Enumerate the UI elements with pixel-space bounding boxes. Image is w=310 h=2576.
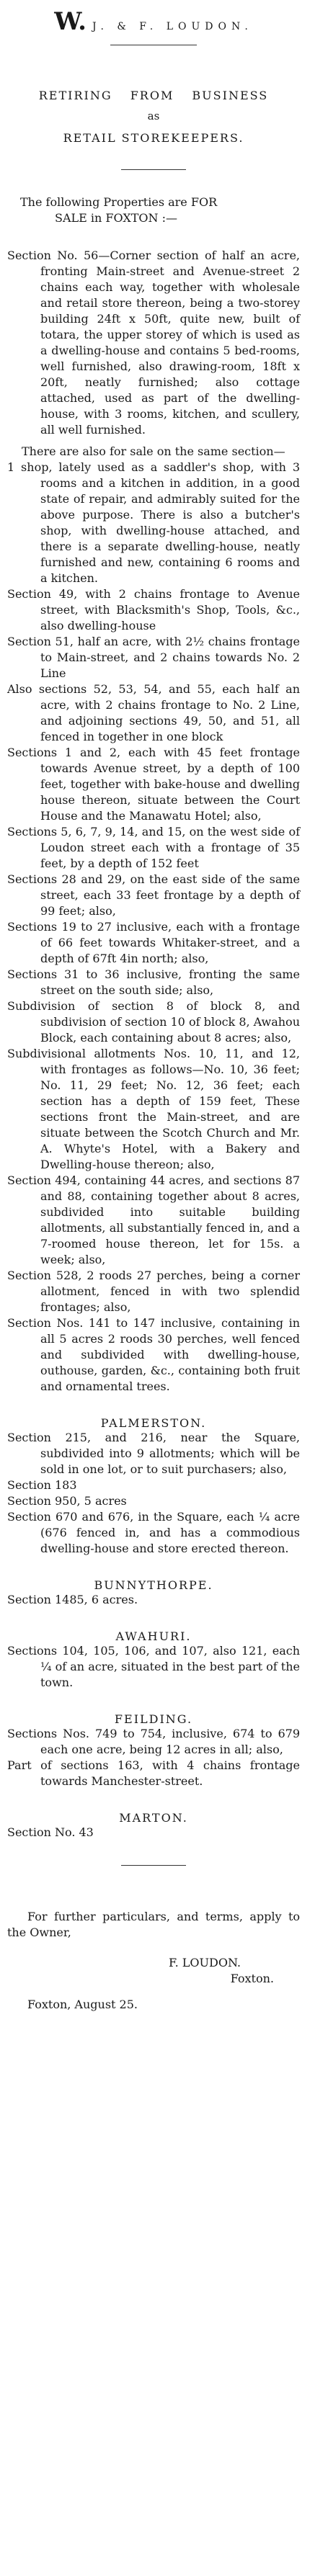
listing-entry: Section 215, and 216, near the Square, subdivided into 9 allotments; which will be sold in one lot, or to suit purchasers; also, (7, 1431, 300, 1476)
dateline: Foxton, August 25. (27, 1998, 138, 2011)
listing-entry: Also sections 52, 53, 54, and 55, each half an acre, with 2 chains frontage to No. 2 Line, and adjoining sections 49, 50, and 51, all fenced in together in one block (7, 682, 300, 743)
listing-entry: Section 49, with 2 chains frontage to Avenue street, with Blacksmith's Shop, Tools, &c., also dwelling-house (7, 587, 300, 632)
palmerston-list (7, 1430, 300, 1557)
feilding-list (7, 1726, 300, 1789)
listing-entry: Sections 5, 6, 7, 9, 14, and 15, on the west side of Loudon street each with a frontage of 35 feet, by a depth of 152 feet (7, 825, 300, 870)
signature-place: Foxton. (230, 1972, 274, 1985)
bunnythorpe-list (7, 1592, 300, 1608)
intro-text (7, 194, 300, 226)
palmerston-heading: PALMERSTON. (100, 1416, 207, 1430)
listing-entry: Section 51, half an acre, with 2½ chains frontage to Main-street, and 2 chains towards No. 2 Line (7, 635, 300, 680)
listing-entry: Section 670 and 676, in the Square, each ¼ acre (676 fenced in, and has a commodious dwelling-house and store erected thereon. (7, 1510, 300, 1555)
marton-heading: MARTON. (119, 1811, 188, 1825)
listing-entry: Section No. 43 (7, 1825, 94, 1839)
listing-entry: Part of sections 163, with 4 chains frontage towards Manchester-street. (7, 1758, 300, 1788)
foxton-more-list (7, 460, 300, 1395)
signature: F. LOUDON. (168, 1956, 241, 1969)
listing-entry: Sections 19 to 27 inclusive, each with a frontage of 66 feet towards Whitaker-street, and a depth of 67ft 4in north; also, (7, 920, 300, 965)
listing-entry: Subdivisional allotments Nos. 10, 11, and 12, with frontages as follows—No. 10, 36 feet; No. 11, 29 feet; No. 12, 36 feet; each section has a depth of 159 feet, These sections front the Main-street, and are situate between the Scotch Church and Mr. A. Whyte's Hotel, with a Bakery and Dwelling-house thereon; also, (7, 1047, 300, 1171)
retiring-headline: RETIRING FROM BUSINESS (38, 89, 269, 102)
as-text: as (147, 109, 160, 122)
listing-entry: Sections 31 to 36 inclusive, fronting the same street on the south side; also, (7, 967, 300, 997)
intro-line-2: SALE in FOXTON :— (55, 211, 178, 225)
header-name: J. & F. LOUDON. (92, 21, 253, 32)
retail-headline: RETAIL STOREKEEPERS. (63, 131, 244, 145)
listing-entry: Sections Nos. 749 to 754, inclusive, 674 to 679 each one acre, being 12 acres in all; also, (7, 1727, 300, 1756)
awahuri-heading: AWAHURI. (115, 1629, 192, 1643)
listing-entry: Section No. 56—Corner section of half an acre, fronting Main-street and Avenue-street 2 chains each way, together with wholesale and retail store thereon, being a two-storey building 24ft x 50ft, quite new, built of totara, the upper storey of which is used as a dwelling-house and contains 5 bed-rooms, well furnished, also drawing-room, 18ft x 20ft, neatly furnished; also cottage attached, used as part of the dwelling-house, with 3 rooms, kitchen, and scullery, all well furnished. (7, 249, 300, 437)
listing-entry: 1 shop, lately used as a saddler's shop, with 3 rooms and a kitchen in addition, in a good state of repair, and admirably suited for the above purpose. There is also a butcher's shop, with dwelling-house attached, and there is a separate dwelling-house, neatly furnished and new, containing 6 rooms and a kitchen. (7, 460, 300, 585)
listing-entry: Section 528, 2 roods 27 perches, being a corner allotment, fenced in with two splendid frontages; also, (7, 1269, 300, 1314)
listing-entry: Section Nos. 141 to 147 inclusive, containing in all 5 acres 2 roods 30 perches, well fenced and subdivided with dwelling-house, outhouse, garden, &c., containing both fruit and ornamental trees. (7, 1316, 300, 1393)
listing-entry: Section 1485, 6 acres. (7, 1593, 138, 1606)
listing-entry: Section 950, 5 acres (7, 1494, 127, 1508)
header-initial: W. (54, 7, 87, 36)
listing-entry: Subdivision of section 8 of block 8, and subdivision of section 10 of block 8, Awahou Block, each containing about 8 acres; also, (7, 999, 300, 1045)
listing-entry: Section 494, containing 44 acres, and sections 87 and 88, containing together about 8 acres, subdivided into suitable building allotments, all substantially fenced in, and a 7-roomed house thereon, let for 15s. a week; also, (7, 1173, 300, 1266)
listing-entry: Sections 1 and 2, each with 45 feet frontage towards Avenue street, by a depth of 100 feet, together with bake-house and dwelling house thereon, situate between the Court House and the Manawatu Hotel; also, (7, 746, 300, 823)
bunnythorpe-heading: BUNNYTHORPE. (94, 1578, 213, 1592)
closing-text: For further particulars, and terms, apply to the Owner, (7, 1910, 300, 1939)
also-for-sale-text: There are also for sale on the same section— (22, 444, 285, 458)
listing-entry: Sections 28 and 29, on the east side of the same street, each 33 feet frontage by a depth of 99 feet; also, (7, 872, 300, 918)
listing-entry: Sections 104, 105, 106, and 107, also 121, each ¼ of an acre, situated in the best part of the town. (7, 1644, 300, 1689)
intro-line-1: The following Properties are FOR (20, 195, 218, 209)
advertiser-header (7, 7, 300, 40)
foxton-section-list (7, 248, 300, 438)
feilding-heading: FEILDING. (114, 1712, 193, 1726)
listing-entry: Section 183 (7, 1478, 77, 1492)
awahuri-list (7, 1643, 300, 1691)
divider (121, 1865, 186, 1866)
divider (121, 169, 186, 170)
marton-list (7, 1825, 300, 1841)
